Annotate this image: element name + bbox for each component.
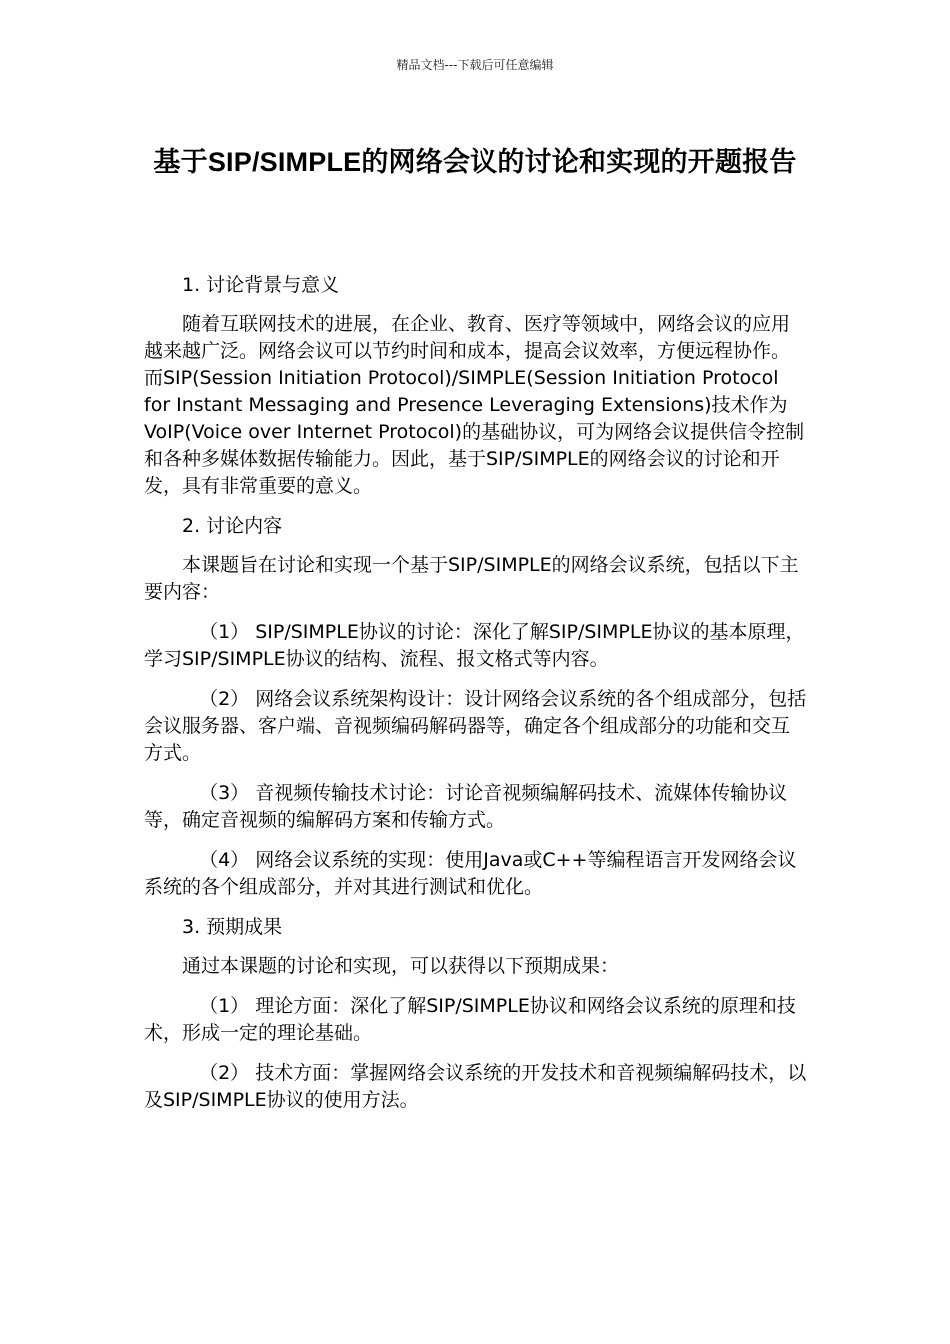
section-heading-outcomes: 3. 预期成果	[182, 916, 283, 938]
paragraph-background: 随着互联网技术的进展，在企业、教育、医疗等领域中，网络会议的应用越来越广泛。网络会议可以节约时间和成本，提高会议效率，方便远程协作。而SIP(Session Initiation Protocol)/SIMPLE(Session Initiation Protocol for Instant Messaging and Presence Leveraging Extensions)技术作为VoIP(Voice over Internet Protocol)的基础协议，可为网络会议提供信令控制和各种多媒体数据传输能力。因此，基于SIP/SIMPLE的网络会议的讨论和开发，具有非常重要的意义。	[144, 313, 805, 497]
list-item-content-2: （2） 网络会议系统架构设计：设计网络会议系统的各个组成部分，包括会议服务器、客户端、音视频编码解码器等，确定各个组成部分的功能和交互方式。	[144, 688, 807, 764]
document-body	[144, 272, 808, 1127]
list-item-content-4: （4） 网络会议系统的实现：使用Java或C++等编程语言开发网络会议系统的各个组成部分，并对其进行测试和优化。	[144, 849, 797, 898]
list-item-outcomes-2: （2） 技术方面：掌握网络会议系统的开发技术和音视频编解码技术，以及SIP/SIMPLE协议的使用方法。	[144, 1062, 807, 1111]
list-item-content-3: （3） 音视频传输技术讨论：讨论音视频编解码技术、流媒体传输协议等，确定音视频的编解码方案和传输方式。	[144, 782, 788, 831]
list-item-outcomes-1: （1） 理论方面：深化了解SIP/SIMPLE协议和网络会议系统的原理和技术，形成一定的理论基础。	[144, 995, 796, 1044]
section-heading-background: 1. 讨论背景与意义	[182, 274, 340, 296]
paragraph-content-intro: 本课题旨在讨论和实现一个基于SIP/SIMPLE的网络会议系统，包括以下主要内容：	[144, 554, 799, 603]
paragraph-outcomes-intro: 通过本课题的讨论和实现，可以获得以下预期成果：	[182, 955, 620, 977]
section-heading-content: 2. 讨论内容	[182, 515, 283, 537]
document-title: 基于SIP/SIMPLE的网络会议的讨论和实现的开题报告	[153, 147, 797, 177]
list-item-content-1: （1） SIP/SIMPLE协议的讨论：深化了解SIP/SIMPLE协议的基本原理，学习SIP/SIMPLE协议的结构、流程、报文格式等内容。	[144, 621, 805, 670]
page-header: 精品文档---下载后可任意编辑	[396, 58, 554, 72]
